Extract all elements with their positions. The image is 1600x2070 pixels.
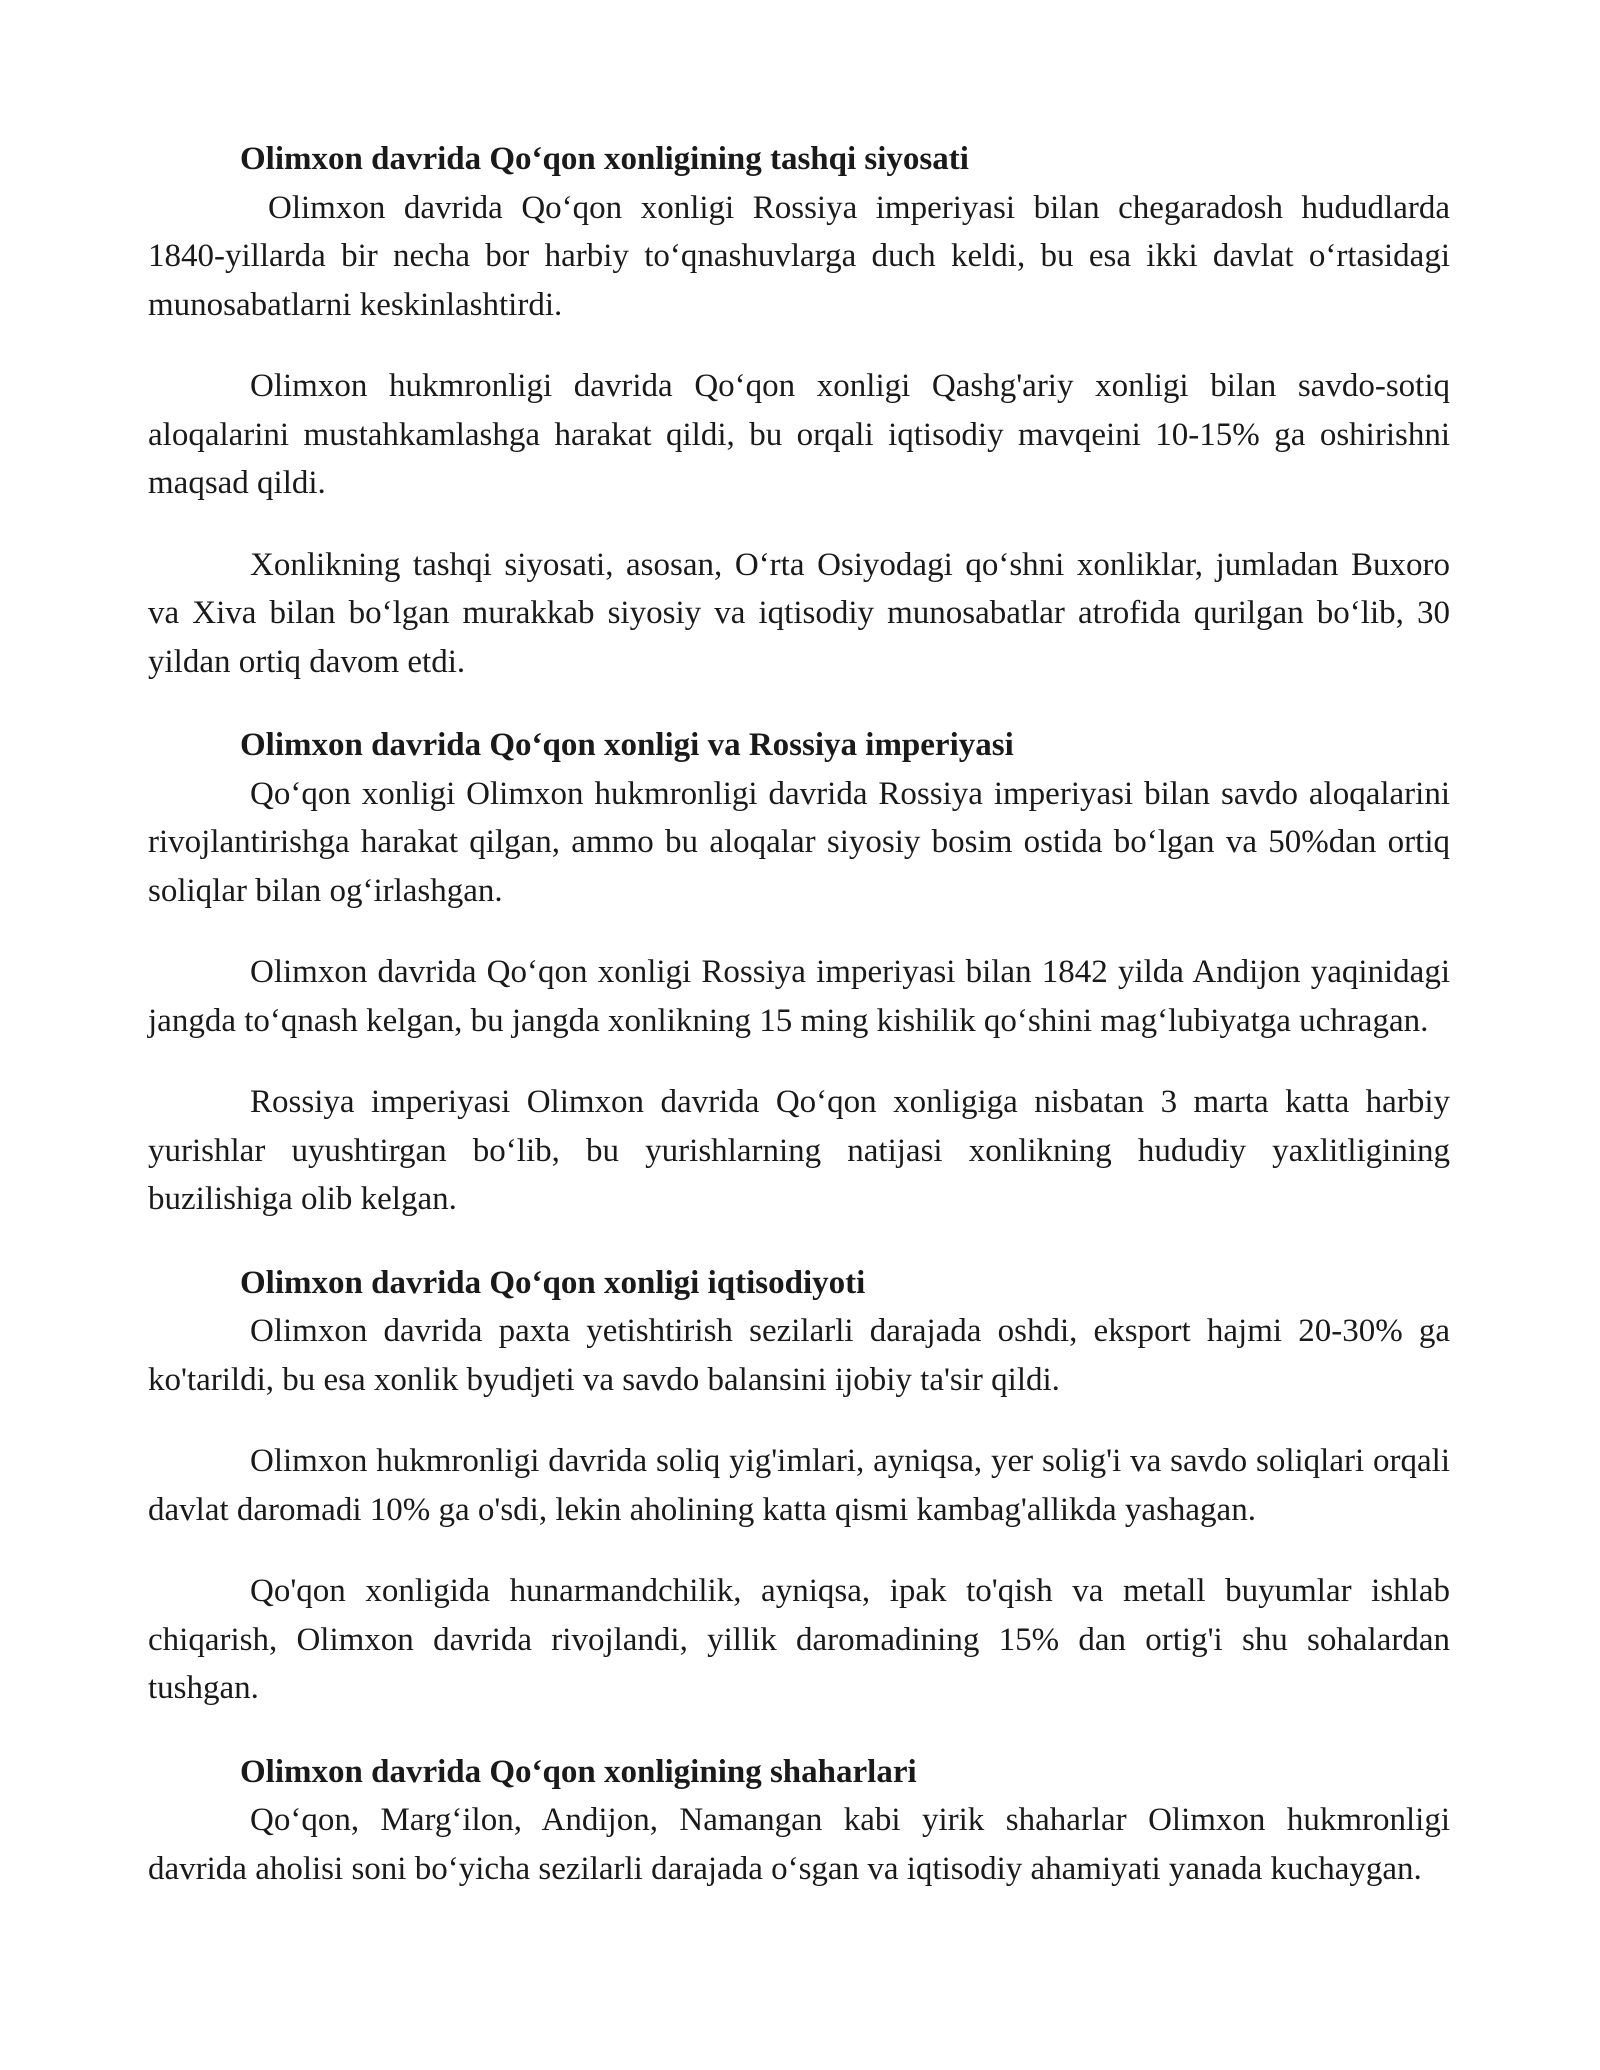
section-heading: Olimxon davrida Qo‘qon xonligi va Rossiya imperiyasi: [240, 727, 1014, 763]
section-economy: [148, 1259, 1450, 1713]
section-russia: [148, 721, 1450, 1224]
paragraph: Olimxon davrida Qo‘qon xonligi Rossiya imperiyasi bilan chegaradosh hududlarda 1840-yillarda bir necha bor harbiy to‘qnashuvlarga duch keldi, bu esa ikki davlat o‘rtasidagi munosabatlarni keskinlashtirdi.: [148, 189, 1450, 323]
paragraph: Qo'qon xonligida hunarmandchilik, ayniqsa, ipak to'qish va metall buyumlar ishlab chiqarish, Olimxon davrida rivojlandi, yillik daromadining 15% dan ortig'i shu sohalardan tushgan.: [148, 1573, 1450, 1706]
section-heading: Olimxon davrida Qo‘qon xonligi iqtisodiyoti: [240, 1264, 866, 1301]
section-heading: Olimxon davrida Qo‘qon xonligining shaharlari: [240, 1753, 917, 1790]
paragraph: Qo‘qon, Marg‘ilon, Andijon, Namangan kabi yirik shaharlar Olimxon hukmronligi davrida aholisi soni bo‘yicha sezilarli darajada o‘sgan va iqtisodiy ahamiyati yanada kuchaygan.: [148, 1802, 1450, 1887]
section-cities: [148, 1748, 1450, 1894]
paragraph: Olimxon davrida paxta yetishtirish sezilarli darajada oshdi, eksport hajmi 20-30% ga ko'tarildi, bu esa xonlik byudjeti va savdo balansini ijobiy ta'sir qildi.: [148, 1313, 1450, 1398]
paragraph: Qo‘qon xonligi Olimxon hukmronligi davrida Rossiya imperiyasi bilan savdo aloqalarini rivojlantirishga harakat qilgan, ammo bu aloqalar siyosiy bosim ostida bo‘lgan va 50%dan ortiq soliqlar bilan og‘irlashgan.: [148, 775, 1450, 909]
section-foreign-policy: [148, 135, 1450, 686]
paragraph: Xonlikning tashqi siyosati, asosan, O‘rta Osiyodagi qo‘shni xonliklar, jumladan Buxoro va Xiva bilan bo‘lgan murakkab siyosiy va iqtisodiy munosabatlar atrofida qurilgan bo‘lib, 30 yildan ortiq davom etdi.: [148, 546, 1450, 680]
section-heading: Olimxon davrida Qo‘qon xonligining tashqi siyosati: [240, 141, 969, 177]
document-page: [148, 135, 1450, 1928]
paragraph: Olimxon hukmronligi davrida Qo‘qon xonligi Qashg'ariy xonligi bilan savdo-sotiq aloqalarini mustahkamlashga harakat qildi, bu orqali iqtisodiy mavqeini 10-15% ga oshirishni maqsad qildi.: [148, 368, 1450, 501]
paragraph: Olimxon hukmronligi davrida soliq yig'imlari, ayniqsa, yer solig'i va savdo soliqlari orqali davlat daromadi 10% ga o'sdi, lekin aholining katta qismi kambag'allikda yashagan.: [148, 1443, 1450, 1528]
paragraph: Rossiya imperiyasi Olimxon davrida Qo‘qon xonligiga nisbatan 3 marta katta harbiy yurishlar uyushtirgan bo‘lib, bu yurishlarning natijasi xonlikning hududiy yaxlitligining buzilishiga olib kelgan.: [148, 1084, 1450, 1217]
paragraph: Olimxon davrida Qo‘qon xonligi Rossiya imperiyasi bilan 1842 yilda Andijon yaqinidagi jangda to‘qnash kelgan, bu jangda xonlikning 15 ming kishilik qo‘shini mag‘lubiyatga uchragan.: [148, 954, 1450, 1039]
